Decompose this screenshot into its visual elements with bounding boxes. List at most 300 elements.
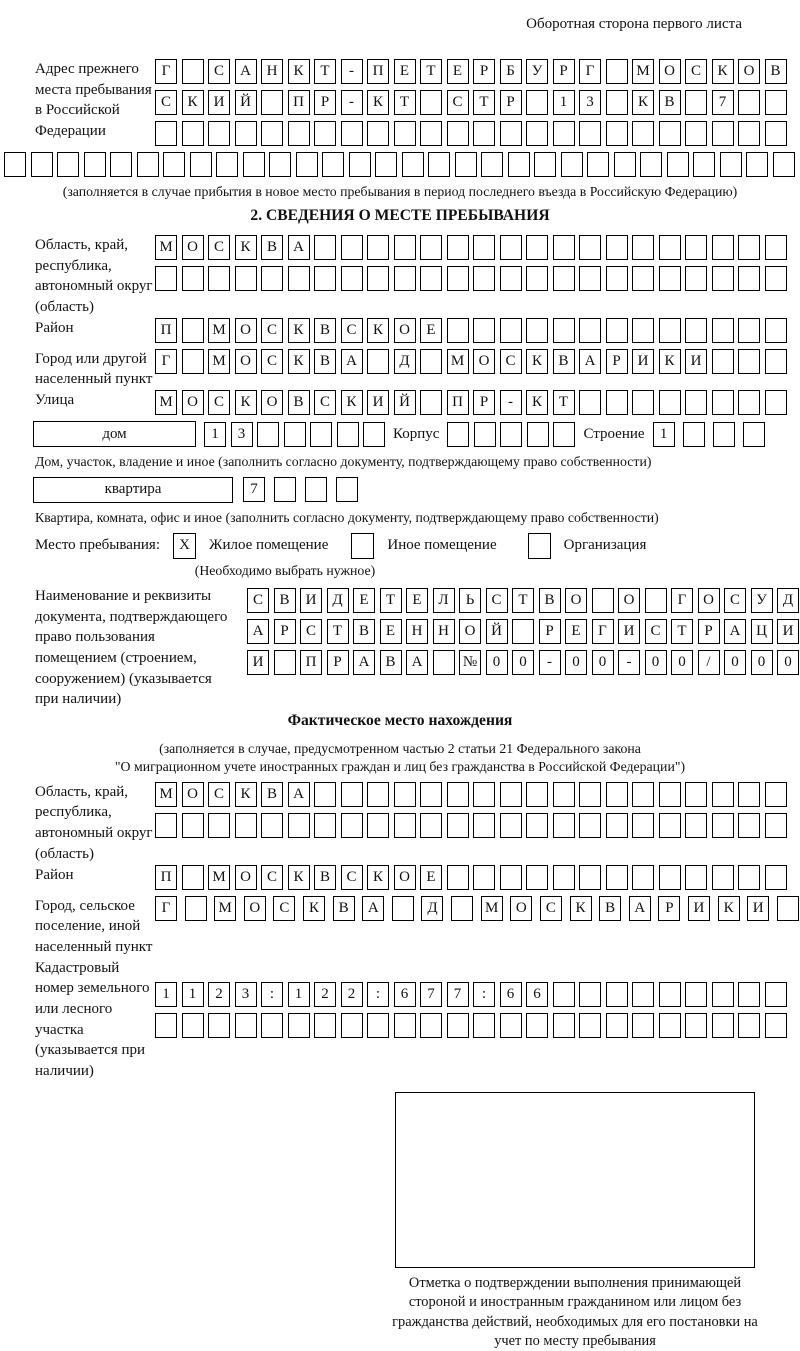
- char-box[interactable]: [363, 422, 385, 447]
- char-box[interactable]: Е: [420, 318, 442, 343]
- char-box[interactable]: С: [208, 782, 230, 807]
- char-box[interactable]: [314, 782, 336, 807]
- char-box[interactable]: О: [459, 619, 481, 644]
- char-box[interactable]: [685, 865, 707, 890]
- char-box[interactable]: К: [288, 865, 310, 890]
- char-box[interactable]: 6: [526, 982, 548, 1007]
- char-box[interactable]: С: [208, 235, 230, 260]
- char-box[interactable]: Д: [777, 588, 799, 613]
- char-box[interactable]: 1: [182, 982, 204, 1007]
- char-box[interactable]: [579, 982, 601, 1007]
- char-box[interactable]: [500, 1013, 522, 1038]
- char-box[interactable]: [310, 422, 332, 447]
- char-box[interactable]: [632, 1013, 654, 1038]
- char-box[interactable]: [713, 422, 735, 447]
- char-box[interactable]: [553, 1013, 575, 1038]
- char-box[interactable]: [765, 349, 787, 374]
- char-box[interactable]: [394, 235, 416, 260]
- char-box[interactable]: [155, 813, 177, 838]
- char-box[interactable]: [632, 982, 654, 1007]
- char-box[interactable]: О: [394, 865, 416, 890]
- char-box[interactable]: Р: [274, 619, 296, 644]
- char-box[interactable]: [659, 813, 681, 838]
- char-box[interactable]: [341, 235, 363, 260]
- char-box[interactable]: Д: [327, 588, 349, 613]
- char-box[interactable]: 0: [565, 650, 587, 675]
- char-box[interactable]: [685, 90, 707, 115]
- char-box[interactable]: [777, 896, 799, 921]
- char-box[interactable]: [685, 390, 707, 415]
- char-box[interactable]: [420, 390, 442, 415]
- char-box[interactable]: [447, 813, 469, 838]
- char-box[interactable]: [110, 152, 132, 177]
- char-box[interactable]: [84, 152, 106, 177]
- char-box[interactable]: О: [698, 588, 720, 613]
- char-box[interactable]: [296, 152, 318, 177]
- char-box[interactable]: 3: [231, 422, 253, 447]
- char-box[interactable]: [579, 865, 601, 890]
- char-box[interactable]: [394, 1013, 416, 1038]
- char-box[interactable]: М: [208, 318, 230, 343]
- char-box[interactable]: Т: [671, 619, 693, 644]
- char-box[interactable]: К: [182, 90, 204, 115]
- char-box[interactable]: И: [208, 90, 230, 115]
- char-box[interactable]: [314, 1013, 336, 1038]
- char-box[interactable]: [428, 152, 450, 177]
- char-box[interactable]: Р: [553, 59, 575, 84]
- char-box[interactable]: К: [718, 896, 740, 921]
- char-box[interactable]: [720, 152, 742, 177]
- char-box[interactable]: [274, 477, 296, 502]
- char-box[interactable]: [155, 121, 177, 146]
- char-box[interactable]: [182, 318, 204, 343]
- char-box[interactable]: С: [341, 865, 363, 890]
- char-box[interactable]: С: [247, 588, 269, 613]
- char-box[interactable]: [288, 1013, 310, 1038]
- char-box[interactable]: Р: [539, 619, 561, 644]
- char-box[interactable]: А: [341, 349, 363, 374]
- char-box[interactable]: 7: [243, 477, 265, 502]
- char-box[interactable]: И: [747, 896, 769, 921]
- char-box[interactable]: Т: [394, 90, 416, 115]
- char-box[interactable]: [447, 235, 469, 260]
- char-box[interactable]: [261, 121, 283, 146]
- char-box[interactable]: [712, 390, 734, 415]
- char-box[interactable]: [508, 152, 530, 177]
- char-box[interactable]: 0: [671, 650, 693, 675]
- char-box[interactable]: [367, 813, 389, 838]
- char-box[interactable]: [451, 896, 473, 921]
- char-box[interactable]: [632, 782, 654, 807]
- char-box[interactable]: 6: [394, 982, 416, 1007]
- char-box[interactable]: [534, 152, 556, 177]
- char-box[interactable]: [500, 813, 522, 838]
- char-box[interactable]: [685, 266, 707, 291]
- char-box[interactable]: [765, 982, 787, 1007]
- char-box[interactable]: С: [300, 619, 322, 644]
- char-box[interactable]: Р: [500, 90, 522, 115]
- char-box[interactable]: К: [367, 318, 389, 343]
- char-box[interactable]: В: [539, 588, 561, 613]
- char-box[interactable]: :: [473, 982, 495, 1007]
- char-box[interactable]: И: [685, 349, 707, 374]
- char-box[interactable]: [738, 90, 760, 115]
- char-box[interactable]: К: [570, 896, 592, 921]
- char-box[interactable]: В: [314, 318, 336, 343]
- char-box[interactable]: 1: [653, 422, 675, 447]
- char-box[interactable]: [367, 782, 389, 807]
- char-box[interactable]: [305, 477, 327, 502]
- char-box[interactable]: 1: [155, 982, 177, 1007]
- char-box[interactable]: А: [362, 896, 384, 921]
- char-box[interactable]: [685, 813, 707, 838]
- char-box[interactable]: И: [367, 390, 389, 415]
- char-box[interactable]: [243, 152, 265, 177]
- char-box[interactable]: [765, 318, 787, 343]
- char-box[interactable]: [712, 865, 734, 890]
- char-box[interactable]: [512, 619, 534, 644]
- char-box[interactable]: [420, 1013, 442, 1038]
- char-box[interactable]: 0: [645, 650, 667, 675]
- char-box[interactable]: [474, 422, 496, 447]
- char-box[interactable]: [314, 121, 336, 146]
- char-box[interactable]: [500, 422, 522, 447]
- char-box[interactable]: [765, 90, 787, 115]
- char-box[interactable]: 6: [500, 982, 522, 1007]
- char-box[interactable]: Р: [606, 349, 628, 374]
- char-box[interactable]: [526, 235, 548, 260]
- char-box[interactable]: [182, 865, 204, 890]
- char-box[interactable]: [712, 318, 734, 343]
- char-box[interactable]: А: [288, 782, 310, 807]
- char-box[interactable]: Г: [579, 59, 601, 84]
- char-box[interactable]: -: [618, 650, 640, 675]
- char-box[interactable]: [765, 865, 787, 890]
- char-box[interactable]: [420, 813, 442, 838]
- char-box[interactable]: В: [314, 349, 336, 374]
- char-box[interactable]: [394, 813, 416, 838]
- char-box[interactable]: В: [288, 390, 310, 415]
- char-box[interactable]: [579, 121, 601, 146]
- char-box[interactable]: [261, 813, 283, 838]
- char-box[interactable]: А: [406, 650, 428, 675]
- char-box[interactable]: [314, 266, 336, 291]
- char-box[interactable]: М: [214, 896, 236, 921]
- char-box[interactable]: [235, 1013, 257, 1038]
- char-box[interactable]: [341, 813, 363, 838]
- char-box[interactable]: [447, 1013, 469, 1038]
- char-box[interactable]: К: [659, 349, 681, 374]
- char-box[interactable]: [500, 865, 522, 890]
- char-box[interactable]: В: [553, 349, 575, 374]
- char-box[interactable]: П: [155, 318, 177, 343]
- char-box[interactable]: 0: [512, 650, 534, 675]
- char-box[interactable]: О: [182, 390, 204, 415]
- char-box[interactable]: [455, 152, 477, 177]
- char-box[interactable]: [553, 422, 575, 447]
- char-box[interactable]: [553, 266, 575, 291]
- char-box[interactable]: [579, 235, 601, 260]
- char-box[interactable]: 7: [420, 982, 442, 1007]
- char-box[interactable]: О: [261, 390, 283, 415]
- char-box[interactable]: О: [235, 349, 257, 374]
- char-box[interactable]: [257, 422, 279, 447]
- char-box[interactable]: О: [244, 896, 266, 921]
- char-box[interactable]: Р: [473, 59, 495, 84]
- char-box[interactable]: -: [341, 59, 363, 84]
- char-box[interactable]: Г: [671, 588, 693, 613]
- char-box[interactable]: [500, 235, 522, 260]
- char-box[interactable]: [402, 152, 424, 177]
- char-box[interactable]: [433, 650, 455, 675]
- char-box[interactable]: [693, 152, 715, 177]
- char-box[interactable]: Г: [155, 349, 177, 374]
- char-box[interactable]: Д: [421, 896, 443, 921]
- char-box[interactable]: [587, 152, 609, 177]
- char-box[interactable]: О: [738, 59, 760, 84]
- char-box[interactable]: М: [208, 865, 230, 890]
- char-box[interactable]: [712, 266, 734, 291]
- char-box[interactable]: 1: [553, 90, 575, 115]
- char-box[interactable]: В: [765, 59, 787, 84]
- char-box[interactable]: И: [247, 650, 269, 675]
- char-box[interactable]: №: [459, 650, 481, 675]
- char-box[interactable]: [367, 266, 389, 291]
- char-box[interactable]: К: [288, 349, 310, 374]
- char-box[interactable]: С: [261, 318, 283, 343]
- char-box[interactable]: [659, 1013, 681, 1038]
- char-box[interactable]: О: [235, 318, 257, 343]
- char-box[interactable]: О: [659, 59, 681, 84]
- char-box[interactable]: [473, 121, 495, 146]
- char-box[interactable]: [738, 865, 760, 890]
- char-box[interactable]: В: [659, 90, 681, 115]
- char-box[interactable]: У: [751, 588, 773, 613]
- char-box[interactable]: [420, 90, 442, 115]
- char-box[interactable]: [606, 982, 628, 1007]
- char-box[interactable]: 3: [235, 982, 257, 1007]
- char-box[interactable]: [526, 90, 548, 115]
- char-box[interactable]: [765, 813, 787, 838]
- char-box[interactable]: [685, 235, 707, 260]
- char-box[interactable]: А: [629, 896, 651, 921]
- char-box[interactable]: Е: [394, 59, 416, 84]
- char-box[interactable]: [659, 121, 681, 146]
- char-box[interactable]: [420, 266, 442, 291]
- char-box[interactable]: [632, 318, 654, 343]
- char-box[interactable]: Е: [447, 59, 469, 84]
- char-box[interactable]: [269, 152, 291, 177]
- char-box[interactable]: [606, 266, 628, 291]
- char-box[interactable]: [712, 1013, 734, 1038]
- char-box[interactable]: [341, 266, 363, 291]
- char-box[interactable]: [667, 152, 689, 177]
- char-box[interactable]: Р: [698, 619, 720, 644]
- char-box[interactable]: [288, 266, 310, 291]
- char-box[interactable]: [712, 782, 734, 807]
- char-box[interactable]: [738, 349, 760, 374]
- char-box[interactable]: [683, 422, 705, 447]
- char-box[interactable]: [632, 121, 654, 146]
- char-box[interactable]: С: [486, 588, 508, 613]
- char-box[interactable]: Т: [314, 59, 336, 84]
- char-box[interactable]: [765, 235, 787, 260]
- char-box[interactable]: 2: [208, 982, 230, 1007]
- char-box[interactable]: [553, 782, 575, 807]
- char-box[interactable]: [31, 152, 53, 177]
- char-box[interactable]: :: [367, 982, 389, 1007]
- char-box[interactable]: [420, 121, 442, 146]
- char-box[interactable]: 1: [288, 982, 310, 1007]
- char-box[interactable]: [526, 121, 548, 146]
- char-box[interactable]: [712, 121, 734, 146]
- char-box[interactable]: С: [155, 90, 177, 115]
- char-box[interactable]: Г: [155, 896, 177, 921]
- char-box[interactable]: [336, 477, 358, 502]
- char-box[interactable]: [182, 813, 204, 838]
- char-box[interactable]: К: [235, 235, 257, 260]
- char-box[interactable]: [392, 896, 414, 921]
- char-box[interactable]: [274, 650, 296, 675]
- checkbox-org[interactable]: [528, 533, 551, 559]
- char-box[interactable]: [553, 865, 575, 890]
- char-box[interactable]: [527, 422, 549, 447]
- char-box[interactable]: [182, 266, 204, 291]
- char-box[interactable]: [526, 813, 548, 838]
- char-box[interactable]: [659, 865, 681, 890]
- char-box[interactable]: Л: [433, 588, 455, 613]
- char-box[interactable]: [526, 865, 548, 890]
- char-box[interactable]: [473, 266, 495, 291]
- char-box[interactable]: [447, 865, 469, 890]
- char-box[interactable]: М: [155, 390, 177, 415]
- char-box[interactable]: [447, 266, 469, 291]
- char-box[interactable]: [606, 813, 628, 838]
- char-box[interactable]: [420, 235, 442, 260]
- char-box[interactable]: [4, 152, 26, 177]
- char-box[interactable]: [553, 235, 575, 260]
- char-box[interactable]: Н: [433, 619, 455, 644]
- char-box[interactable]: [712, 349, 734, 374]
- char-box[interactable]: [235, 813, 257, 838]
- kvartira-box[interactable]: квартира: [33, 477, 233, 503]
- char-box[interactable]: Т: [473, 90, 495, 115]
- char-box[interactable]: Н: [261, 59, 283, 84]
- char-box[interactable]: С: [685, 59, 707, 84]
- char-box[interactable]: [765, 1013, 787, 1038]
- char-box[interactable]: С: [724, 588, 746, 613]
- char-box[interactable]: С: [645, 619, 667, 644]
- char-box[interactable]: П: [300, 650, 322, 675]
- char-box[interactable]: [579, 782, 601, 807]
- char-box[interactable]: -: [500, 390, 522, 415]
- char-box[interactable]: К: [526, 349, 548, 374]
- char-box[interactable]: В: [353, 619, 375, 644]
- char-box[interactable]: [367, 1013, 389, 1038]
- char-box[interactable]: С: [447, 90, 469, 115]
- char-box[interactable]: [606, 782, 628, 807]
- char-box[interactable]: 3: [579, 90, 601, 115]
- char-box[interactable]: А: [724, 619, 746, 644]
- char-box[interactable]: [606, 390, 628, 415]
- char-box[interactable]: [685, 1013, 707, 1038]
- char-box[interactable]: [765, 390, 787, 415]
- char-box[interactable]: К: [235, 390, 257, 415]
- char-box[interactable]: С: [341, 318, 363, 343]
- char-box[interactable]: Й: [235, 90, 257, 115]
- char-box[interactable]: И: [688, 896, 710, 921]
- char-box[interactable]: В: [274, 588, 296, 613]
- char-box[interactable]: С: [273, 896, 295, 921]
- char-box[interactable]: С: [208, 390, 230, 415]
- char-box[interactable]: /: [698, 650, 720, 675]
- char-box[interactable]: [163, 152, 185, 177]
- char-box[interactable]: 1: [204, 422, 226, 447]
- char-box[interactable]: [235, 121, 257, 146]
- char-box[interactable]: Р: [327, 650, 349, 675]
- char-box[interactable]: В: [380, 650, 402, 675]
- char-box[interactable]: [579, 1013, 601, 1038]
- char-box[interactable]: [606, 865, 628, 890]
- char-box[interactable]: [553, 318, 575, 343]
- char-box[interactable]: 0: [724, 650, 746, 675]
- char-box[interactable]: А: [288, 235, 310, 260]
- char-box[interactable]: [659, 235, 681, 260]
- char-box[interactable]: О: [394, 318, 416, 343]
- char-box[interactable]: О: [473, 349, 495, 374]
- char-box[interactable]: 0: [751, 650, 773, 675]
- char-box[interactable]: О: [182, 782, 204, 807]
- char-box[interactable]: Р: [314, 90, 336, 115]
- char-box[interactable]: 7: [712, 90, 734, 115]
- char-box[interactable]: [322, 152, 344, 177]
- char-box[interactable]: [579, 390, 601, 415]
- char-box[interactable]: [447, 121, 469, 146]
- char-box[interactable]: П: [447, 390, 469, 415]
- char-box[interactable]: Е: [406, 588, 428, 613]
- char-box[interactable]: П: [367, 59, 389, 84]
- char-box[interactable]: [420, 782, 442, 807]
- char-box[interactable]: -: [539, 650, 561, 675]
- char-box[interactable]: [57, 152, 79, 177]
- char-box[interactable]: К: [235, 782, 257, 807]
- char-box[interactable]: [685, 318, 707, 343]
- char-box[interactable]: [561, 152, 583, 177]
- char-box[interactable]: [447, 318, 469, 343]
- char-box[interactable]: Ц: [751, 619, 773, 644]
- char-box[interactable]: [208, 266, 230, 291]
- char-box[interactable]: 0: [777, 650, 799, 675]
- char-box[interactable]: [579, 318, 601, 343]
- char-box[interactable]: [738, 235, 760, 260]
- char-box[interactable]: [606, 235, 628, 260]
- char-box[interactable]: В: [314, 865, 336, 890]
- char-box[interactable]: [284, 422, 306, 447]
- char-box[interactable]: [632, 865, 654, 890]
- char-box[interactable]: [473, 865, 495, 890]
- char-box[interactable]: [606, 318, 628, 343]
- char-box[interactable]: [155, 266, 177, 291]
- char-box[interactable]: [606, 90, 628, 115]
- char-box[interactable]: [185, 896, 207, 921]
- char-box[interactable]: С: [314, 390, 336, 415]
- char-box[interactable]: [632, 235, 654, 260]
- char-box[interactable]: А: [235, 59, 257, 84]
- char-box[interactable]: Т: [512, 588, 534, 613]
- char-box[interactable]: [659, 390, 681, 415]
- char-box[interactable]: [288, 121, 310, 146]
- char-box[interactable]: Г: [592, 619, 614, 644]
